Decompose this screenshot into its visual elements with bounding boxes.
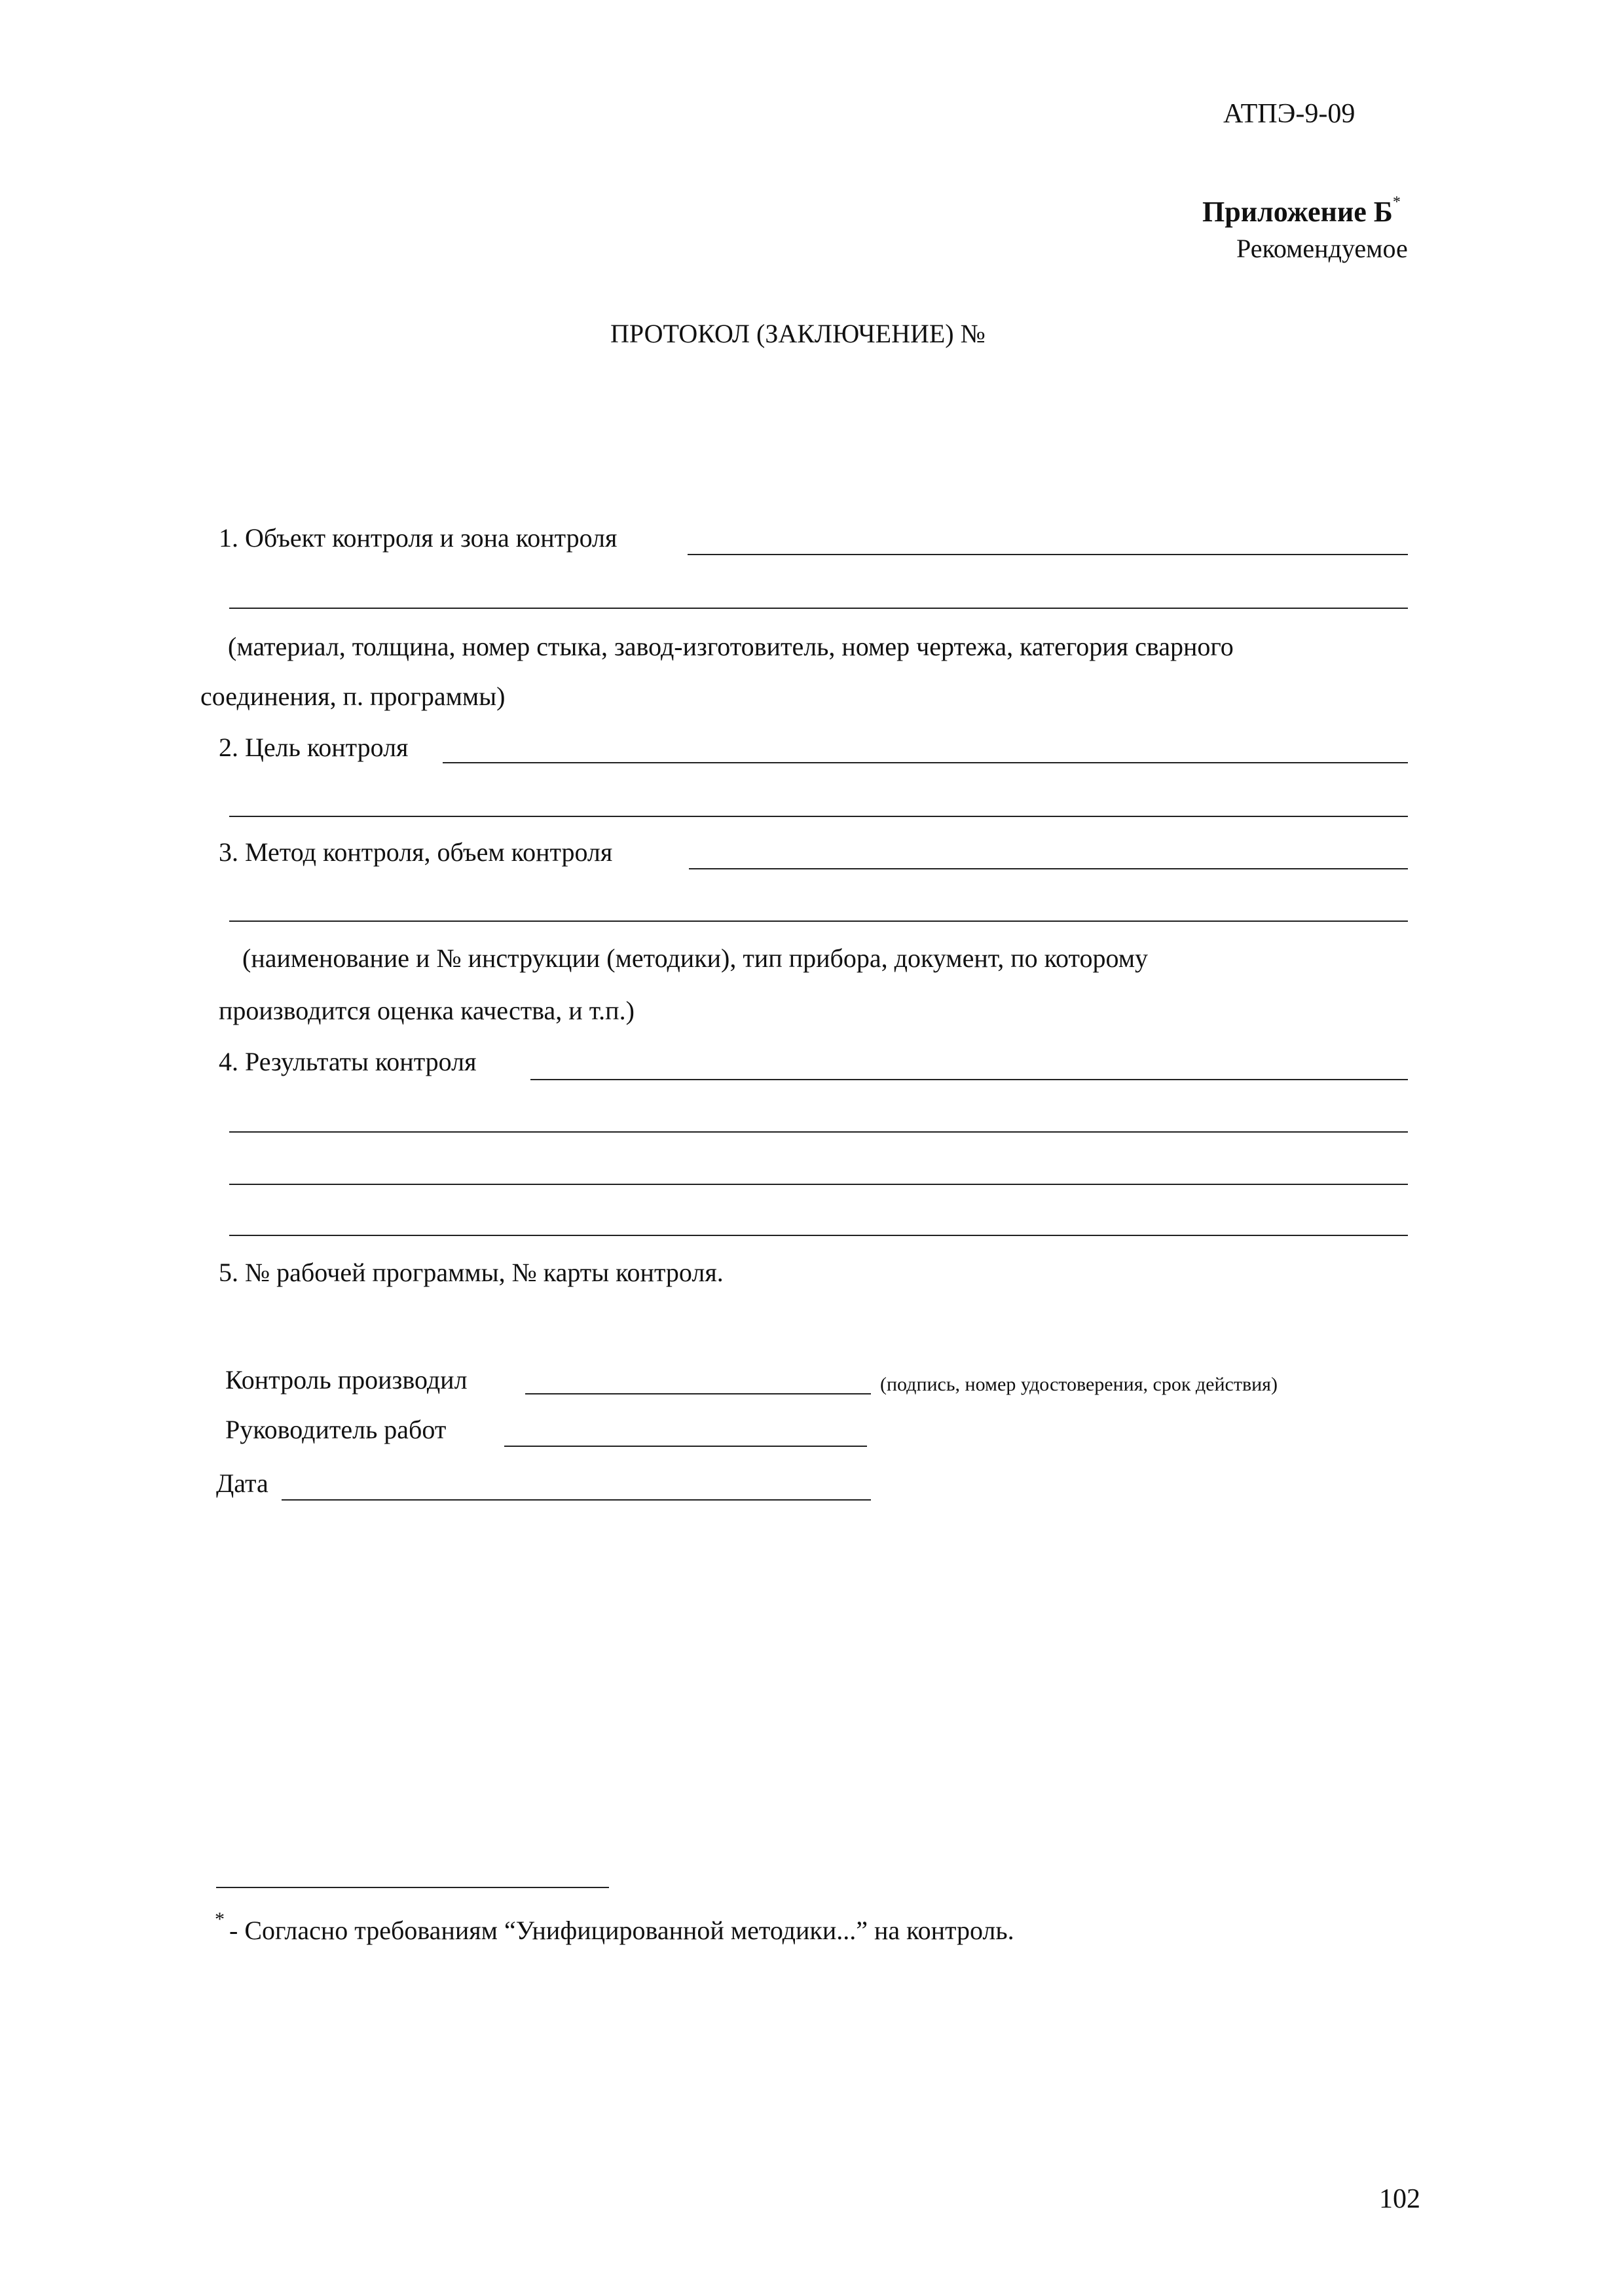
item4-field-line-3[interactable]: [229, 1184, 1408, 1185]
item2-field-line-2[interactable]: [229, 816, 1408, 817]
inspector-signature-line[interactable]: [525, 1393, 871, 1394]
item3-field-line-1[interactable]: [689, 868, 1408, 869]
document-code: АТПЭ-9-09: [1223, 99, 1356, 129]
item3-hint-line2: производится оценка качества, и т.п.): [219, 996, 635, 1025]
manager-label: Руководитель работ: [225, 1415, 447, 1444]
item4-field-line-1[interactable]: [530, 1079, 1408, 1080]
appendix-title: [1202, 194, 1401, 228]
date-field-line[interactable]: [282, 1499, 871, 1501]
item1-field-line-2[interactable]: [229, 608, 1408, 609]
item2-label: 2. Цель контроля: [219, 733, 409, 762]
footnote-mark: *: [215, 1908, 225, 1930]
item3-field-line-2[interactable]: [229, 920, 1408, 922]
footnote-separator: [216, 1887, 609, 1888]
protocol-title: ПРОТОКОЛ (ЗАКЛЮЧЕНИЕ) №: [610, 319, 986, 348]
manager-signature-line[interactable]: [504, 1446, 867, 1447]
item5-label: 5. № рабочей программы, № карты контроля.: [219, 1258, 724, 1287]
item3-label: 3. Метод контроля, объем контроля: [219, 837, 613, 867]
item4-field-line-4[interactable]: [229, 1235, 1408, 1236]
item4-field-line-2[interactable]: [229, 1131, 1408, 1133]
page-number: 102: [1379, 2184, 1420, 2214]
item3-hint-line1: (наименование и № инструкции (методики), тип прибора, документ, по которому: [242, 943, 1149, 973]
item2-field-line-1[interactable]: [443, 762, 1408, 763]
footnote-text: - Согласно требованиям “Унифицированной методики...” на контроль.: [229, 1916, 1014, 1945]
inspector-signature-hint: (подпись, номер удостоверения, срок действия): [880, 1374, 1278, 1395]
item4-label: 4. Результаты контроля: [219, 1047, 477, 1076]
item1-field-line-1[interactable]: [688, 554, 1408, 555]
appendix-footnote-mark: *: [1392, 194, 1401, 211]
item1-label: 1. Объект контроля и зона контроля: [219, 523, 618, 553]
inspector-label: Контроль производил: [225, 1365, 468, 1394]
appendix-subtitle: Рекомендуемое: [1236, 234, 1408, 263]
date-label: Дата: [216, 1468, 268, 1498]
item1-hint-line1: (материал, толщина, номер стыка, завод-изготовитель, номер чертежа, категория сварного: [228, 632, 1234, 661]
appendix-title-text: Приложение Б: [1202, 196, 1393, 228]
item1-hint-line2: соединения, п. программы): [200, 682, 506, 711]
